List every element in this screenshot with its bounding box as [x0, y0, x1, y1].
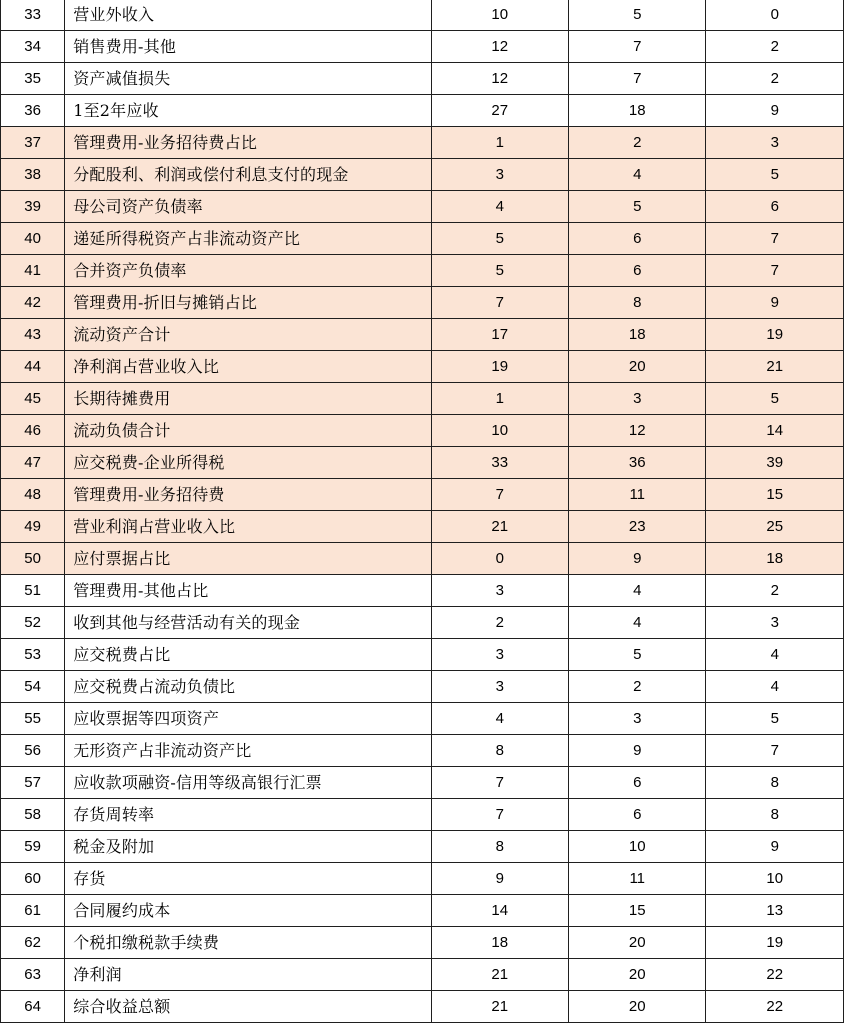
value-cell-col1[interactable]: 21 [431, 991, 568, 1023]
value-cell-col3[interactable]: 9 [706, 831, 844, 863]
table-row [1, 31, 844, 63]
value-cell-col1[interactable]: 18 [431, 927, 568, 959]
item-name-cell[interactable]: 营业外收入 [65, 0, 431, 31]
value-cell-col3[interactable]: 3 [706, 127, 844, 159]
row-number-cell[interactable]: 56 [1, 735, 65, 767]
value-cell-col2[interactable]: 2 [569, 127, 706, 159]
value-cell-col1[interactable]: 1 [431, 127, 568, 159]
value-cell-col1[interactable]: 7 [431, 479, 568, 511]
row-number-cell[interactable]: 64 [1, 991, 65, 1023]
table-row [1, 991, 844, 1023]
table-row [1, 511, 844, 543]
row-number-cell[interactable]: 39 [1, 191, 65, 223]
value-cell-col1[interactable]: 5 [431, 255, 568, 287]
table-body [1, 0, 844, 1023]
value-cell-col3[interactable]: 13 [706, 895, 844, 927]
value-cell-col2[interactable]: 9 [569, 543, 706, 575]
row-number-cell[interactable]: 63 [1, 959, 65, 991]
value-cell-col1[interactable]: 4 [431, 191, 568, 223]
table-row [1, 575, 844, 607]
table-row [1, 351, 844, 383]
item-name-cell[interactable]: 应收票据等四项资产 [65, 703, 431, 735]
table-row [1, 895, 844, 927]
table-row [1, 415, 844, 447]
value-cell-col1[interactable]: 0 [431, 543, 568, 575]
row-number-cell[interactable]: 59 [1, 831, 65, 863]
item-name-cell[interactable]: 无形资产占非流动资产比 [65, 735, 431, 767]
table-row [1, 287, 844, 319]
item-name-cell[interactable]: 管理费用-折旧与摊销占比 [65, 287, 431, 319]
value-cell-col3[interactable]: 4 [706, 639, 844, 671]
value-cell-col3[interactable]: 19 [706, 319, 844, 351]
table-row [1, 927, 844, 959]
item-name-cell[interactable]: 存货周转率 [65, 799, 431, 831]
value-cell-col2[interactable]: 20 [569, 991, 706, 1023]
table-row [1, 671, 844, 703]
item-name-cell[interactable]: 合并资产负债率 [65, 255, 431, 287]
row-number-cell[interactable]: 43 [1, 319, 65, 351]
table-row [1, 0, 844, 31]
row-number-cell[interactable]: 38 [1, 159, 65, 191]
table-row [1, 479, 844, 511]
row-number-cell[interactable]: 57 [1, 767, 65, 799]
value-cell-col3[interactable]: 15 [706, 479, 844, 511]
value-cell-col2[interactable]: 2 [569, 671, 706, 703]
table-row [1, 831, 844, 863]
item-name-cell[interactable]: 资产减值损失 [65, 63, 431, 95]
value-cell-col3[interactable]: 25 [706, 511, 844, 543]
value-cell-col1[interactable]: 21 [431, 511, 568, 543]
value-cell-col3[interactable]: 21 [706, 351, 844, 383]
table-row [1, 703, 844, 735]
value-cell-col3[interactable]: 39 [706, 447, 844, 479]
value-cell-col1[interactable]: 19 [431, 351, 568, 383]
row-number-cell[interactable]: 51 [1, 575, 65, 607]
value-cell-col2[interactable]: 6 [569, 767, 706, 799]
table-row [1, 319, 844, 351]
value-cell-col1[interactable]: 33 [431, 447, 568, 479]
value-cell-col2[interactable]: 3 [569, 703, 706, 735]
item-name-cell[interactable]: 流动负债合计 [65, 415, 431, 447]
value-cell-col2[interactable]: 8 [569, 287, 706, 319]
value-cell-col1[interactable]: 3 [431, 639, 568, 671]
row-number-cell[interactable]: 48 [1, 479, 65, 511]
value-cell-col2[interactable]: 18 [569, 95, 706, 127]
row-number-cell[interactable]: 55 [1, 703, 65, 735]
row-number-cell[interactable]: 49 [1, 511, 65, 543]
value-cell-col1[interactable]: 10 [431, 0, 568, 31]
value-cell-col1[interactable]: 27 [431, 95, 568, 127]
value-cell-col2[interactable]: 6 [569, 799, 706, 831]
value-cell-col2[interactable]: 20 [569, 959, 706, 991]
value-cell-col2[interactable]: 36 [569, 447, 706, 479]
value-cell-col3[interactable]: 5 [706, 159, 844, 191]
value-cell-col3[interactable]: 7 [706, 255, 844, 287]
item-name-cell[interactable]: 税金及附加 [65, 831, 431, 863]
table-row [1, 63, 844, 95]
item-name-cell[interactable]: 1至2年应收 [65, 95, 431, 127]
row-number-cell[interactable]: 33 [1, 0, 65, 31]
value-cell-col2[interactable]: 6 [569, 223, 706, 255]
item-name-cell[interactable]: 销售费用-其他 [65, 31, 431, 63]
item-name-cell[interactable]: 母公司资产负债率 [65, 191, 431, 223]
item-name-cell[interactable]: 流动资产合计 [65, 319, 431, 351]
item-name-cell[interactable]: 管理费用-业务招待费 [65, 479, 431, 511]
row-number-cell[interactable]: 50 [1, 543, 65, 575]
value-cell-col3[interactable]: 5 [706, 383, 844, 415]
row-number-cell[interactable]: 47 [1, 447, 65, 479]
value-cell-col3[interactable]: 2 [706, 31, 844, 63]
value-cell-col3[interactable]: 8 [706, 799, 844, 831]
row-number-cell[interactable]: 53 [1, 639, 65, 671]
table-row [1, 959, 844, 991]
row-number-cell[interactable]: 61 [1, 895, 65, 927]
value-cell-col2[interactable]: 3 [569, 383, 706, 415]
table-row [1, 607, 844, 639]
table-row [1, 863, 844, 895]
value-cell-col3[interactable]: 2 [706, 575, 844, 607]
value-cell-col1[interactable]: 14 [431, 895, 568, 927]
value-cell-col1[interactable]: 3 [431, 575, 568, 607]
value-cell-col2[interactable]: 23 [569, 511, 706, 543]
value-cell-col3[interactable]: 18 [706, 543, 844, 575]
table-row [1, 639, 844, 671]
item-name-cell[interactable]: 存货 [65, 863, 431, 895]
item-name-cell[interactable]: 管理费用-其他占比 [65, 575, 431, 607]
item-name-cell[interactable]: 递延所得税资产占非流动资产比 [65, 223, 431, 255]
value-cell-col2[interactable]: 4 [569, 159, 706, 191]
value-cell-col2[interactable]: 7 [569, 63, 706, 95]
value-cell-col2[interactable]: 20 [569, 927, 706, 959]
table-row [1, 159, 844, 191]
row-number-cell[interactable]: 58 [1, 799, 65, 831]
value-cell-col1[interactable]: 4 [431, 703, 568, 735]
table-row [1, 191, 844, 223]
value-cell-col2[interactable]: 4 [569, 607, 706, 639]
table-row [1, 383, 844, 415]
row-number-cell[interactable]: 35 [1, 63, 65, 95]
value-cell-col3[interactable]: 22 [706, 959, 844, 991]
value-cell-col2[interactable]: 7 [569, 31, 706, 63]
row-number-cell[interactable]: 36 [1, 95, 65, 127]
item-name-cell[interactable]: 应交税费-企业所得税 [65, 447, 431, 479]
row-number-cell[interactable]: 62 [1, 927, 65, 959]
item-name-cell[interactable]: 营业利润占营业收入比 [65, 511, 431, 543]
value-cell-col3[interactable]: 4 [706, 671, 844, 703]
item-name-cell[interactable]: 分配股利、利润或偿付利息支付的现金 [65, 159, 431, 191]
value-cell-col1[interactable]: 21 [431, 959, 568, 991]
row-number-cell[interactable]: 54 [1, 671, 65, 703]
value-cell-col3[interactable]: 22 [706, 991, 844, 1023]
row-number-cell[interactable]: 60 [1, 863, 65, 895]
row-number-cell[interactable]: 40 [1, 223, 65, 255]
item-name-cell[interactable]: 应付票据占比 [65, 543, 431, 575]
item-name-cell[interactable]: 长期待摊费用 [65, 383, 431, 415]
value-cell-col2[interactable]: 18 [569, 319, 706, 351]
item-name-cell[interactable]: 管理费用-业务招待费占比 [65, 127, 431, 159]
value-cell-col3[interactable]: 10 [706, 863, 844, 895]
value-cell-col2[interactable]: 5 [569, 0, 706, 31]
value-cell-col1[interactable]: 9 [431, 863, 568, 895]
value-cell-col2[interactable]: 4 [569, 575, 706, 607]
row-number-cell[interactable]: 41 [1, 255, 65, 287]
value-cell-col2[interactable]: 9 [569, 735, 706, 767]
row-number-cell[interactable]: 45 [1, 383, 65, 415]
value-cell-col3[interactable]: 8 [706, 767, 844, 799]
table-row [1, 543, 844, 575]
item-name-cell[interactable]: 应交税费占流动负债比 [65, 671, 431, 703]
value-cell-col3[interactable]: 19 [706, 927, 844, 959]
value-cell-col1[interactable]: 7 [431, 287, 568, 319]
value-cell-col3[interactable]: 3 [706, 607, 844, 639]
value-cell-col1[interactable]: 5 [431, 223, 568, 255]
item-name-cell[interactable]: 合同履约成本 [65, 895, 431, 927]
row-number-cell[interactable]: 44 [1, 351, 65, 383]
table-row [1, 735, 844, 767]
value-cell-col3[interactable]: 2 [706, 63, 844, 95]
item-name-cell[interactable]: 应交税费占比 [65, 639, 431, 671]
value-cell-col2[interactable]: 6 [569, 255, 706, 287]
value-cell-col3[interactable]: 7 [706, 735, 844, 767]
value-cell-col3[interactable]: 9 [706, 95, 844, 127]
value-cell-col1[interactable]: 7 [431, 799, 568, 831]
value-cell-col3[interactable]: 14 [706, 415, 844, 447]
item-name-cell[interactable]: 净利润 [65, 959, 431, 991]
item-name-cell[interactable]: 个税扣缴税款手续费 [65, 927, 431, 959]
value-cell-col1[interactable]: 12 [431, 31, 568, 63]
item-name-cell[interactable]: 收到其他与经营活动有关的现金 [65, 607, 431, 639]
value-cell-col1[interactable]: 3 [431, 671, 568, 703]
item-name-cell[interactable]: 应收款项融资-信用等级高银行汇票 [65, 767, 431, 799]
value-cell-col1[interactable]: 8 [431, 831, 568, 863]
value-cell-col1[interactable]: 3 [431, 159, 568, 191]
value-cell-col2[interactable]: 10 [569, 831, 706, 863]
value-cell-col2[interactable]: 5 [569, 191, 706, 223]
value-cell-col2[interactable]: 12 [569, 415, 706, 447]
table-row [1, 447, 844, 479]
table-row [1, 127, 844, 159]
value-cell-col2[interactable]: 15 [569, 895, 706, 927]
table-row [1, 255, 844, 287]
value-cell-col3[interactable]: 5 [706, 703, 844, 735]
row-number-cell[interactable]: 37 [1, 127, 65, 159]
value-cell-col1[interactable]: 7 [431, 767, 568, 799]
value-cell-col1[interactable]: 8 [431, 735, 568, 767]
value-cell-col2[interactable]: 11 [569, 479, 706, 511]
value-cell-col2[interactable]: 5 [569, 639, 706, 671]
table-row [1, 767, 844, 799]
row-number-cell[interactable]: 34 [1, 31, 65, 63]
row-number-cell[interactable]: 52 [1, 607, 65, 639]
value-cell-col2[interactable]: 20 [569, 351, 706, 383]
value-cell-col3[interactable]: 9 [706, 287, 844, 319]
value-cell-col3[interactable]: 6 [706, 191, 844, 223]
table-row [1, 95, 844, 127]
value-cell-col3[interactable]: 7 [706, 223, 844, 255]
table-row [1, 799, 844, 831]
row-number-cell[interactable]: 46 [1, 415, 65, 447]
value-cell-col1[interactable]: 12 [431, 63, 568, 95]
value-cell-col1[interactable]: 17 [431, 319, 568, 351]
value-cell-col1[interactable]: 10 [431, 415, 568, 447]
item-name-cell[interactable]: 综合收益总额 [65, 991, 431, 1023]
table-row [1, 223, 844, 255]
item-name-cell[interactable]: 净利润占营业收入比 [65, 351, 431, 383]
value-cell-col2[interactable]: 11 [569, 863, 706, 895]
value-cell-col1[interactable]: 1 [431, 383, 568, 415]
value-cell-col3[interactable]: 0 [706, 0, 844, 31]
row-number-cell[interactable]: 42 [1, 287, 65, 319]
value-cell-col1[interactable]: 2 [431, 607, 568, 639]
